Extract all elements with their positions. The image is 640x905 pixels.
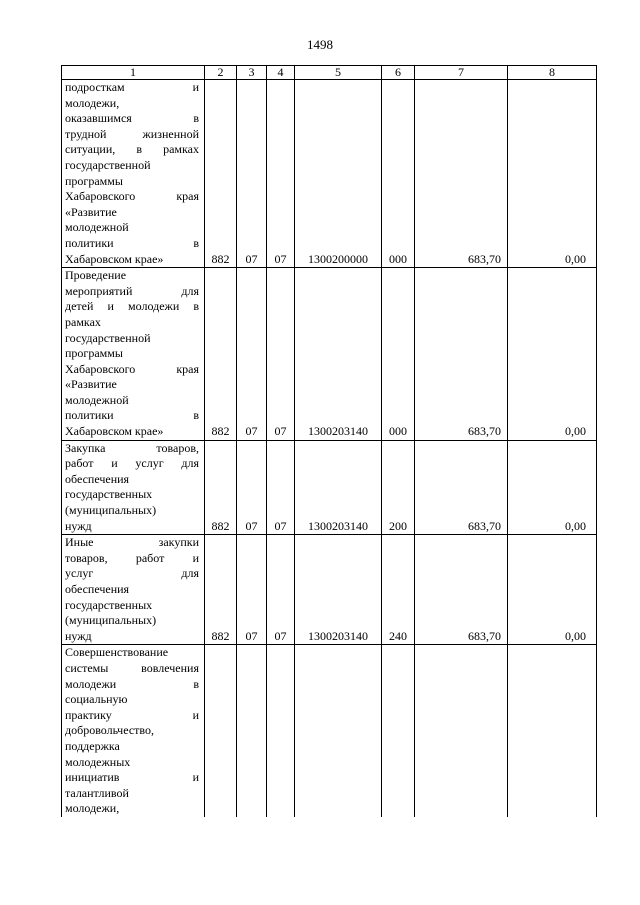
item-name-line: работ и услуг для — [65, 456, 199, 471]
target-article-cell: 1300200000 — [295, 80, 382, 268]
section-cell: 07 — [237, 440, 267, 535]
table-row — [62, 80, 597, 268]
column-header: 5 — [295, 66, 382, 80]
item-name-line: ситуации, в рамках — [65, 142, 199, 157]
item-name-line: подросткам и — [65, 80, 199, 94]
target-article-cell: 1300203140 — [295, 268, 382, 441]
item-name-line: услуг для — [65, 566, 199, 581]
item-name-line: Иные закупки — [65, 535, 199, 550]
item-name-line: практику и — [65, 707, 199, 722]
item-name-line: обеспечения — [65, 471, 130, 486]
item-name-line: Проведение — [65, 268, 127, 283]
item-name-line: политики в — [65, 408, 199, 423]
item-name-line: Совершенствование — [65, 645, 169, 660]
section-cell: 07 — [237, 535, 267, 645]
budget-table — [61, 65, 597, 817]
item-name-line: нужд — [65, 518, 92, 533]
column-header: 3 — [237, 66, 267, 80]
item-name-cell — [62, 440, 205, 535]
amount-cell: 683,70 — [415, 80, 508, 268]
item-name-cell — [62, 535, 205, 645]
amount-cell: 683,70 — [415, 535, 508, 645]
table-row — [62, 535, 597, 645]
item-name-line: молодежи, — [65, 95, 120, 110]
subsection-cell: 07 — [267, 535, 295, 645]
item-name-line: товаров, работ и — [65, 550, 199, 565]
table-row — [62, 440, 597, 535]
column-header: 1 — [62, 66, 205, 80]
table-row — [62, 268, 597, 441]
item-name-line: (муниципальных) — [65, 503, 157, 518]
item-name-line: Хабаровском крае» — [65, 424, 164, 439]
amount-cell: 0,00 — [508, 268, 597, 441]
item-name-line: системы вовлечения — [65, 660, 199, 675]
column-header: 8 — [508, 66, 597, 80]
gr-code-cell: 882 — [205, 80, 237, 268]
item-name-line: государственных — [65, 487, 153, 502]
item-name-line: социальную — [65, 692, 128, 707]
item-name-line: (муниципальных) — [65, 613, 157, 628]
item-name-line: трудной жизненной — [65, 126, 199, 141]
item-name-line: оказавшимся в — [65, 111, 199, 126]
table-header-row — [62, 66, 597, 80]
section-cell — [237, 645, 267, 817]
item-name-line: мероприятий для — [65, 283, 199, 298]
subsection-cell: 07 — [267, 80, 295, 268]
item-name-line: Хабаровского края — [65, 189, 199, 204]
subsection-cell — [267, 645, 295, 817]
item-name-line: рамках — [65, 314, 101, 329]
column-header: 7 — [415, 66, 508, 80]
item-name-line: поддержка — [65, 738, 120, 753]
item-name-line: обеспечения — [65, 582, 130, 596]
target-article-cell — [295, 645, 382, 817]
expense-type-cell: 240 — [382, 535, 415, 645]
amount-cell: 683,70 — [415, 440, 508, 535]
amount-cell — [415, 645, 508, 817]
subsection-cell: 07 — [267, 440, 295, 535]
amount-cell: 0,00 — [508, 440, 597, 535]
item-name-line: программы — [65, 346, 123, 361]
item-name-line: Хабаровского края — [65, 361, 199, 376]
item-name-line: нужд — [65, 628, 92, 643]
expense-type-cell: 000 — [382, 80, 415, 268]
item-name-line: добровольчество, — [65, 723, 154, 738]
target-article-cell: 1300203140 — [295, 535, 382, 645]
item-name-line: инициатив и — [65, 770, 199, 785]
target-article-cell: 1300203140 — [295, 440, 382, 535]
column-header: 4 — [267, 66, 295, 80]
gr-code-cell: 882 — [205, 535, 237, 645]
expense-type-cell: 000 — [382, 268, 415, 441]
item-name-line: молодежной — [65, 392, 129, 407]
item-name-line: «Развитие — [65, 377, 117, 392]
amount-cell: 0,00 — [508, 535, 597, 645]
gr-code-cell: 882 — [205, 440, 237, 535]
item-name-line: программы — [65, 173, 123, 188]
item-name-line: детей и молодежи в — [65, 299, 199, 314]
item-name-cell — [62, 80, 205, 268]
amount-cell — [508, 645, 597, 817]
item-name-line: государственной — [65, 157, 151, 172]
expense-type-cell: 200 — [382, 440, 415, 535]
item-name-line: молодежи в — [65, 676, 199, 691]
item-name-line: «Развитие — [65, 204, 117, 219]
section-cell: 07 — [237, 268, 267, 441]
item-name-line: молодежных — [65, 754, 131, 769]
expense-type-cell — [382, 645, 415, 817]
item-name-line: молодежной — [65, 220, 129, 235]
gr-code-cell — [205, 645, 237, 817]
column-header: 6 — [382, 66, 415, 80]
amount-cell: 683,70 — [415, 268, 508, 441]
item-name-line: государственных — [65, 597, 153, 612]
subsection-cell: 07 — [267, 268, 295, 441]
gr-code-cell: 882 — [205, 268, 237, 441]
item-name-line: молодежи, — [65, 801, 120, 816]
item-name-line: политики в — [65, 235, 199, 250]
item-name-cell — [62, 268, 205, 441]
table-row — [62, 645, 597, 817]
column-header: 2 — [205, 66, 237, 80]
item-name-line: Закупка товаров, — [65, 440, 199, 455]
item-name-line: Хабаровском крае» — [65, 251, 164, 266]
item-name-line: талантливой — [65, 785, 129, 800]
section-cell: 07 — [237, 80, 267, 268]
item-name-line: государственной — [65, 330, 151, 345]
page-number: 1498 — [307, 37, 333, 52]
amount-cell: 0,00 — [508, 80, 597, 268]
item-name-cell — [62, 645, 205, 817]
